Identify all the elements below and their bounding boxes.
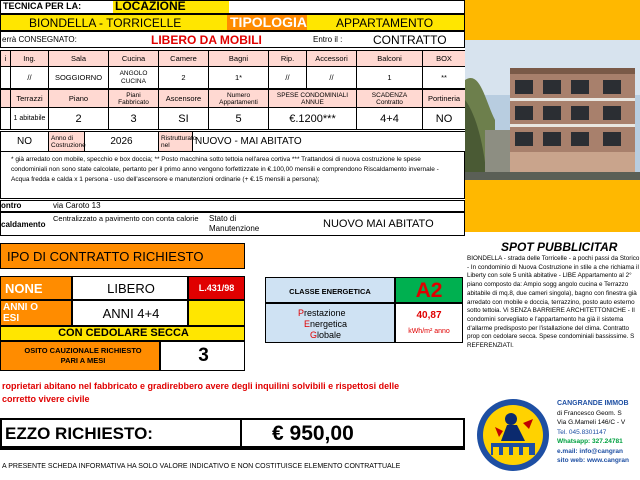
energy-perf-value-cell (395, 303, 463, 343)
details-header: Portineria (423, 90, 466, 108)
rooms-value: // (307, 67, 357, 89)
consegnato-value: LIBERO DA MOBILI (151, 33, 262, 47)
type-cell (113, 1, 229, 13)
row2-fill-cell (188, 300, 245, 326)
details-header: SCADENZA Contratto (357, 90, 423, 108)
consegnato-label: errà CONSEGNATO: (2, 35, 77, 44)
row1-label: NONE (5, 281, 43, 296)
rooms-value: // (11, 67, 49, 89)
deposit-value-cell (160, 341, 245, 371)
agency-owner: di Francesco Geom. S (557, 409, 622, 417)
rooms-value: ANGOLO CUCINA (109, 67, 159, 89)
energy-perf-value: 40,87 (416, 310, 442, 321)
agency-block (465, 395, 640, 480)
details-header: Piano (49, 90, 109, 108)
details-header-row (1, 90, 466, 108)
construction-cell0: NO (1, 132, 49, 152)
tipologia-label-cell (227, 15, 307, 30)
rooms-value: 2 (159, 67, 209, 89)
details-value: 1 abitabile (11, 108, 49, 130)
contract-title-bar (0, 243, 245, 269)
row2-label: ANNI O ESI (3, 302, 38, 324)
details-value (1, 108, 11, 130)
rooms-value (1, 67, 11, 89)
entro-value: CONTRATTO (373, 33, 447, 47)
energy-perf-unit: kWh/m² anno (408, 328, 450, 335)
agency-tel: Tel. 045.8301147 (557, 428, 607, 436)
rooms-header: Rip. (269, 51, 307, 67)
row1-value: LIBERO (107, 281, 155, 296)
stato-label: Stato di Manutenzione (209, 214, 260, 233)
rooms-header: Bagni (209, 51, 269, 67)
address-value: via Caroto 13 (53, 201, 101, 210)
perf-g-initial: G (310, 330, 318, 340)
rooms-value: // (269, 67, 307, 89)
details-value: 4+4 (357, 108, 423, 130)
row1-law: L.431/98 (198, 283, 235, 293)
photo-frame (465, 0, 640, 232)
header-row-1 (0, 0, 465, 14)
spot-title-bar (465, 240, 640, 255)
price-divider (0, 448, 465, 450)
sheet-label: TECNICA PER LA: (3, 1, 82, 11)
row1-law-cell (188, 276, 245, 300)
footer-text: A PRESENTE SCHEDA INFORMATIVA HA SOLO VALORE INDICATIVO E NON COSTITUISCE ELEMENTO CONTRATTUALE (2, 463, 401, 470)
details-value: 5 (209, 108, 269, 130)
details-header: Piani Fabbricato (109, 90, 159, 108)
price-row (0, 418, 465, 448)
rooms-table (0, 50, 466, 89)
price-value: € 950,00 (272, 422, 354, 445)
details-header: Numero Appartamenti (209, 90, 269, 108)
rooms-value: SOGGIORNO (49, 67, 109, 89)
entro-label: Entro il : (313, 35, 343, 44)
energy-class-label: CLASSE ENERGETICA (289, 287, 371, 296)
agency-email[interactable]: e.mail: info@cangran (557, 447, 623, 455)
rooms-header: Camere (159, 51, 209, 67)
ristr-value: NUOVO - MAI ABITATO (193, 132, 466, 152)
price-separator (240, 420, 242, 446)
construction-table (0, 131, 466, 152)
tipologia-label: TIPOLOGIA (230, 14, 307, 30)
deposit-label: OSITO CAUZIONALE RICHIESTO PARI A MESI (24, 346, 142, 365)
row2-label-cell (0, 300, 72, 326)
header-row-3 (0, 31, 465, 48)
agency-name: CANGRANDE IMMOB (557, 400, 629, 407)
rooms-header-row (1, 51, 466, 67)
energy-class-value: A2 (415, 279, 443, 302)
rooms-header: Balconi (357, 51, 423, 67)
energy-perf-label-cell (265, 303, 395, 343)
details-value: 2 (49, 108, 109, 130)
address-label: ontro (1, 201, 22, 210)
cedolare-text: CON CEDOLARE SECCA (58, 327, 189, 339)
agency-logo-icon (475, 397, 551, 473)
row1-label-cell (0, 276, 72, 300)
rooms-header: BOX (423, 51, 466, 67)
perf-g-rest: lobale (317, 330, 342, 340)
agency-whatsapp[interactable]: Whatsapp: 327.24781 (557, 438, 623, 445)
rooms-header: i (1, 51, 11, 67)
row2-value-cell (72, 300, 188, 326)
heating-value: Centralizzato a pavimento con conta calorie (53, 214, 199, 223)
anno-label: Anno di Costruzione (49, 132, 85, 152)
perf-p-initial: P (298, 308, 305, 318)
rooms-value-row (1, 67, 466, 89)
notes: * già arredato con mobile, specchio e box doccia; ** Posto macchina sotto tettoia nell'area cortiva *** Trattandosi di nuova costruzione le spese condominiali non sono state calcolate, pertanto per il primo anno vengono forfettizzate in €.100,00 mensili e comprendono Riscaldamento invernale - Acqua fredda e calda x 1 persona - uso dell'ascensore e manutenzioni ordinarie (+ €.15 mensili a persona); (0, 151, 465, 199)
requirement-box (0, 378, 465, 408)
deposit-value: 3 (198, 345, 209, 366)
spot-text: BIONDELLA - strada delle Torricelle - a pochi passi da Storico - In condominio di Nuova Costruzione in stile a che richiama il Liberty con sole 5 unità abitative - LIBE Appartamento al 2° piano composto da: Ampio sogg angolo cucina e Terrazzo abitabile di mq.8, due cameri singola), bagno con finestra già arredato con mobile e doccia, terrazzino, posto auto esterno sotto tettoia. Vi SENZA BARRIERE ARCHITETTONICHE - Il condomini sorvegliato e l'appartamento ha già il sistema d'allarme predisposto per l'istallazione del clima. Contratto prop con cedolare secca. Spese condominiali bassissime. S REFERENZIATI. (467, 255, 640, 350)
details-header: Ascensore (159, 90, 209, 108)
rooms-header: Accessori (307, 51, 357, 67)
rooms-value: 1* (209, 67, 269, 89)
cedolare-bar (0, 326, 245, 341)
row1-value-cell (72, 276, 188, 300)
contract-title: IPO DI CONTRATTO RICHIESTO (7, 249, 204, 264)
stato-value: NUOVO MAI ABITATO (323, 218, 434, 230)
price-label: EZZO RICHIESTO: (5, 424, 153, 443)
rooms-value: 1 (357, 67, 423, 89)
rooms-header: Sala (49, 51, 109, 67)
rooms-value: ** (423, 67, 466, 89)
perf-e-rest: nergetica (310, 319, 348, 329)
requirement-text: roprietari abitano nel fabbricato e gradirebbero avere degli inquilini solvibili e rispettosi delle corretto vivere civile (2, 381, 400, 404)
spot-title: SPOT PUBBLICITAR (501, 240, 618, 254)
perf-e-initial: E (304, 319, 311, 329)
details-value: 3 (109, 108, 159, 130)
agency-info (557, 399, 640, 466)
footer (0, 463, 465, 475)
heating-row (0, 212, 465, 236)
deposit-label-cell (0, 341, 160, 371)
energy-class-value-cell (395, 277, 463, 303)
details-header: SPESE CONDOMINIALI ANNUE (269, 90, 357, 108)
rooms-header: Cucina (109, 51, 159, 67)
listing-type: LOCAZIONE (115, 0, 186, 13)
details-header (1, 90, 11, 108)
details-header: Terrazzi (11, 90, 49, 108)
agency-site[interactable]: sito web: www.cangran (557, 457, 629, 464)
agency-street: Via G.Mameli 146/C - V (557, 419, 626, 426)
energy-class-label-cell (265, 277, 395, 303)
building-photo (465, 40, 640, 180)
location: BIONDELLA - TORRICELLE (29, 16, 182, 30)
row2-value: ANNI 4+4 (102, 306, 160, 321)
details-value: SI (159, 108, 209, 130)
perf-p-rest: restazione (304, 308, 346, 318)
address-row (0, 200, 465, 212)
details-value: NO (423, 108, 466, 130)
tipologia-value: APPARTAMENTO (336, 16, 434, 30)
header-row-2 (0, 14, 465, 31)
heating-label: caldamento (1, 220, 46, 229)
details-table (0, 89, 466, 130)
anno-value: 2026 (85, 132, 159, 152)
energy-perf-label (298, 308, 347, 341)
details-value: €.1200*** (269, 108, 357, 130)
rooms-header: Ing. (11, 51, 49, 67)
construction-row (1, 132, 466, 152)
details-value-row (1, 108, 466, 130)
ristr-label: Ristrutturato nel (159, 132, 193, 152)
